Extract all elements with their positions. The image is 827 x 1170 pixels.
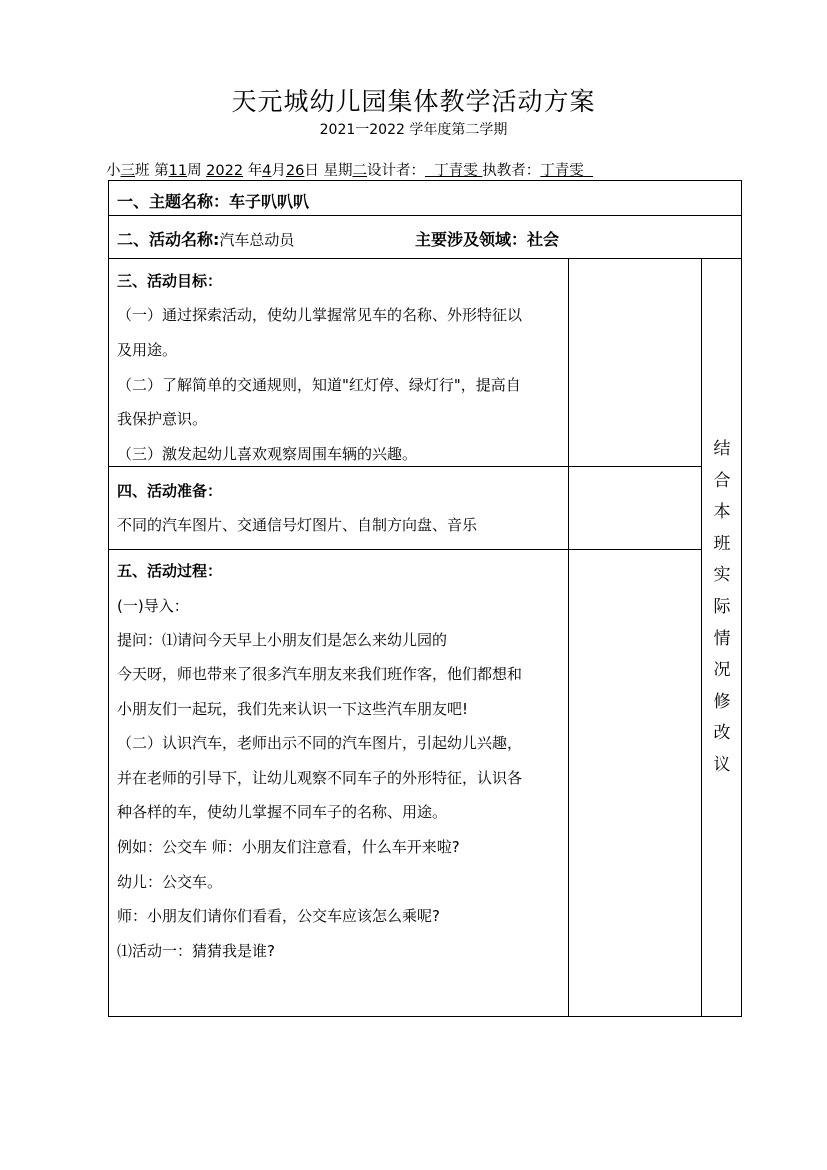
- process-line: (一)导入：: [117, 597, 189, 615]
- weekday: 二: [352, 163, 367, 179]
- activity-label: 二、活动名称:: [117, 230, 220, 249]
- process-line: 种各样的车，使幼儿掌握不同车子的名称、用途。: [117, 803, 448, 821]
- domain-label: 主要涉及领域：: [415, 230, 528, 249]
- year-suffix: 年: [247, 163, 263, 179]
- process-line: 小朋友们一起玩，我们先来认识一下这些汽车朋友吧!: [117, 700, 469, 718]
- week-number: 11: [168, 163, 188, 179]
- revision-note-char: 班: [713, 533, 731, 554]
- domain-value: 社会: [527, 230, 560, 249]
- process-line: 例如：公交车 师：小朋友们注意看，什么车开来啦?: [117, 838, 460, 856]
- month: 4: [262, 163, 272, 179]
- topic-value: 车子叭叭叭: [229, 192, 310, 211]
- process-line: ⑴活动一：猜猜我是谁?: [117, 942, 275, 960]
- class-suffix: 班 第: [135, 163, 169, 179]
- revision-note-char: 实: [713, 565, 731, 586]
- revision-note-char: 情: [713, 628, 731, 649]
- activity-value: 汽车总动员: [219, 231, 295, 249]
- goal-line: 及用途。: [117, 341, 178, 359]
- revision-note-char: 改: [713, 723, 731, 744]
- executor-name: 丁青雯: [540, 163, 584, 179]
- designer-name: 丁青雯: [434, 163, 478, 179]
- class-prefix: 小: [106, 163, 121, 179]
- topic-row: [117, 189, 309, 212]
- goal-line: （二）了解简单的交通规则，知道"红灯停、绿灯行"，提高自: [117, 376, 521, 394]
- preparation-heading: 四、活动准备：: [117, 482, 223, 500]
- goal-line: （三）激发起幼儿喜欢观察周围车辆的兴趣。: [117, 445, 418, 463]
- day-suffix: 日 星期: [304, 163, 353, 179]
- revision-note-column: [703, 434, 741, 782]
- revision-note-char: 际: [713, 596, 731, 617]
- process-heading: 五、活动过程：: [117, 562, 223, 580]
- year: 2022: [206, 163, 244, 179]
- process-line: 今天呀，师也带来了很多汽车朋友来我们班作客，他们都想和: [117, 665, 523, 683]
- executor-label: 执教者：: [482, 163, 541, 179]
- process-line: 师：小朋友们请你们看看，公交车应该怎么乘呢?: [117, 907, 440, 925]
- designer-label: 设计者：: [366, 163, 425, 179]
- process-line: （二）认识汽车，老师出示不同的汽车图片，引起幼儿兴趣，: [117, 734, 523, 752]
- topic-label: 一、主题名称：: [117, 192, 230, 211]
- month-suffix: 月: [271, 163, 286, 179]
- day: 26: [285, 163, 305, 179]
- process-line: 提问：⑴请问今天早上小朋友们是怎么来幼儿园的: [117, 631, 448, 649]
- revision-note-char: 况: [713, 660, 731, 681]
- page-title: 天元城幼儿园集体教学活动方案: [231, 87, 596, 116]
- revision-note-char: 修: [713, 691, 731, 712]
- revision-note-char: 合: [713, 470, 731, 491]
- process-line: 并在老师的引导下，让幼儿观察不同车子的外形特征，认识各: [117, 769, 523, 787]
- revision-note-char: 本: [713, 502, 731, 523]
- domain-row: [415, 227, 559, 250]
- preparation-text: 不同的汽车图片、交通信号灯图片、自制方向盘、音乐: [117, 516, 478, 534]
- meta-line: [106, 159, 593, 180]
- goal-line: 我保护意识。: [117, 410, 208, 428]
- process-line: 幼儿：公交车。: [117, 873, 223, 891]
- activity-row: [117, 227, 294, 250]
- school-term: 2021一2022 学年度第二学期: [319, 122, 508, 138]
- revision-note-char: 议: [713, 754, 731, 775]
- revision-note-char: 结: [713, 439, 731, 459]
- goals-heading: 三、活动目标：: [117, 272, 223, 290]
- week-suffix: 周: [187, 163, 202, 179]
- class-name: 三: [120, 163, 135, 179]
- goal-line: （一）通过探索活动，使幼儿掌握常见车的名称、外形特征以: [117, 306, 523, 324]
